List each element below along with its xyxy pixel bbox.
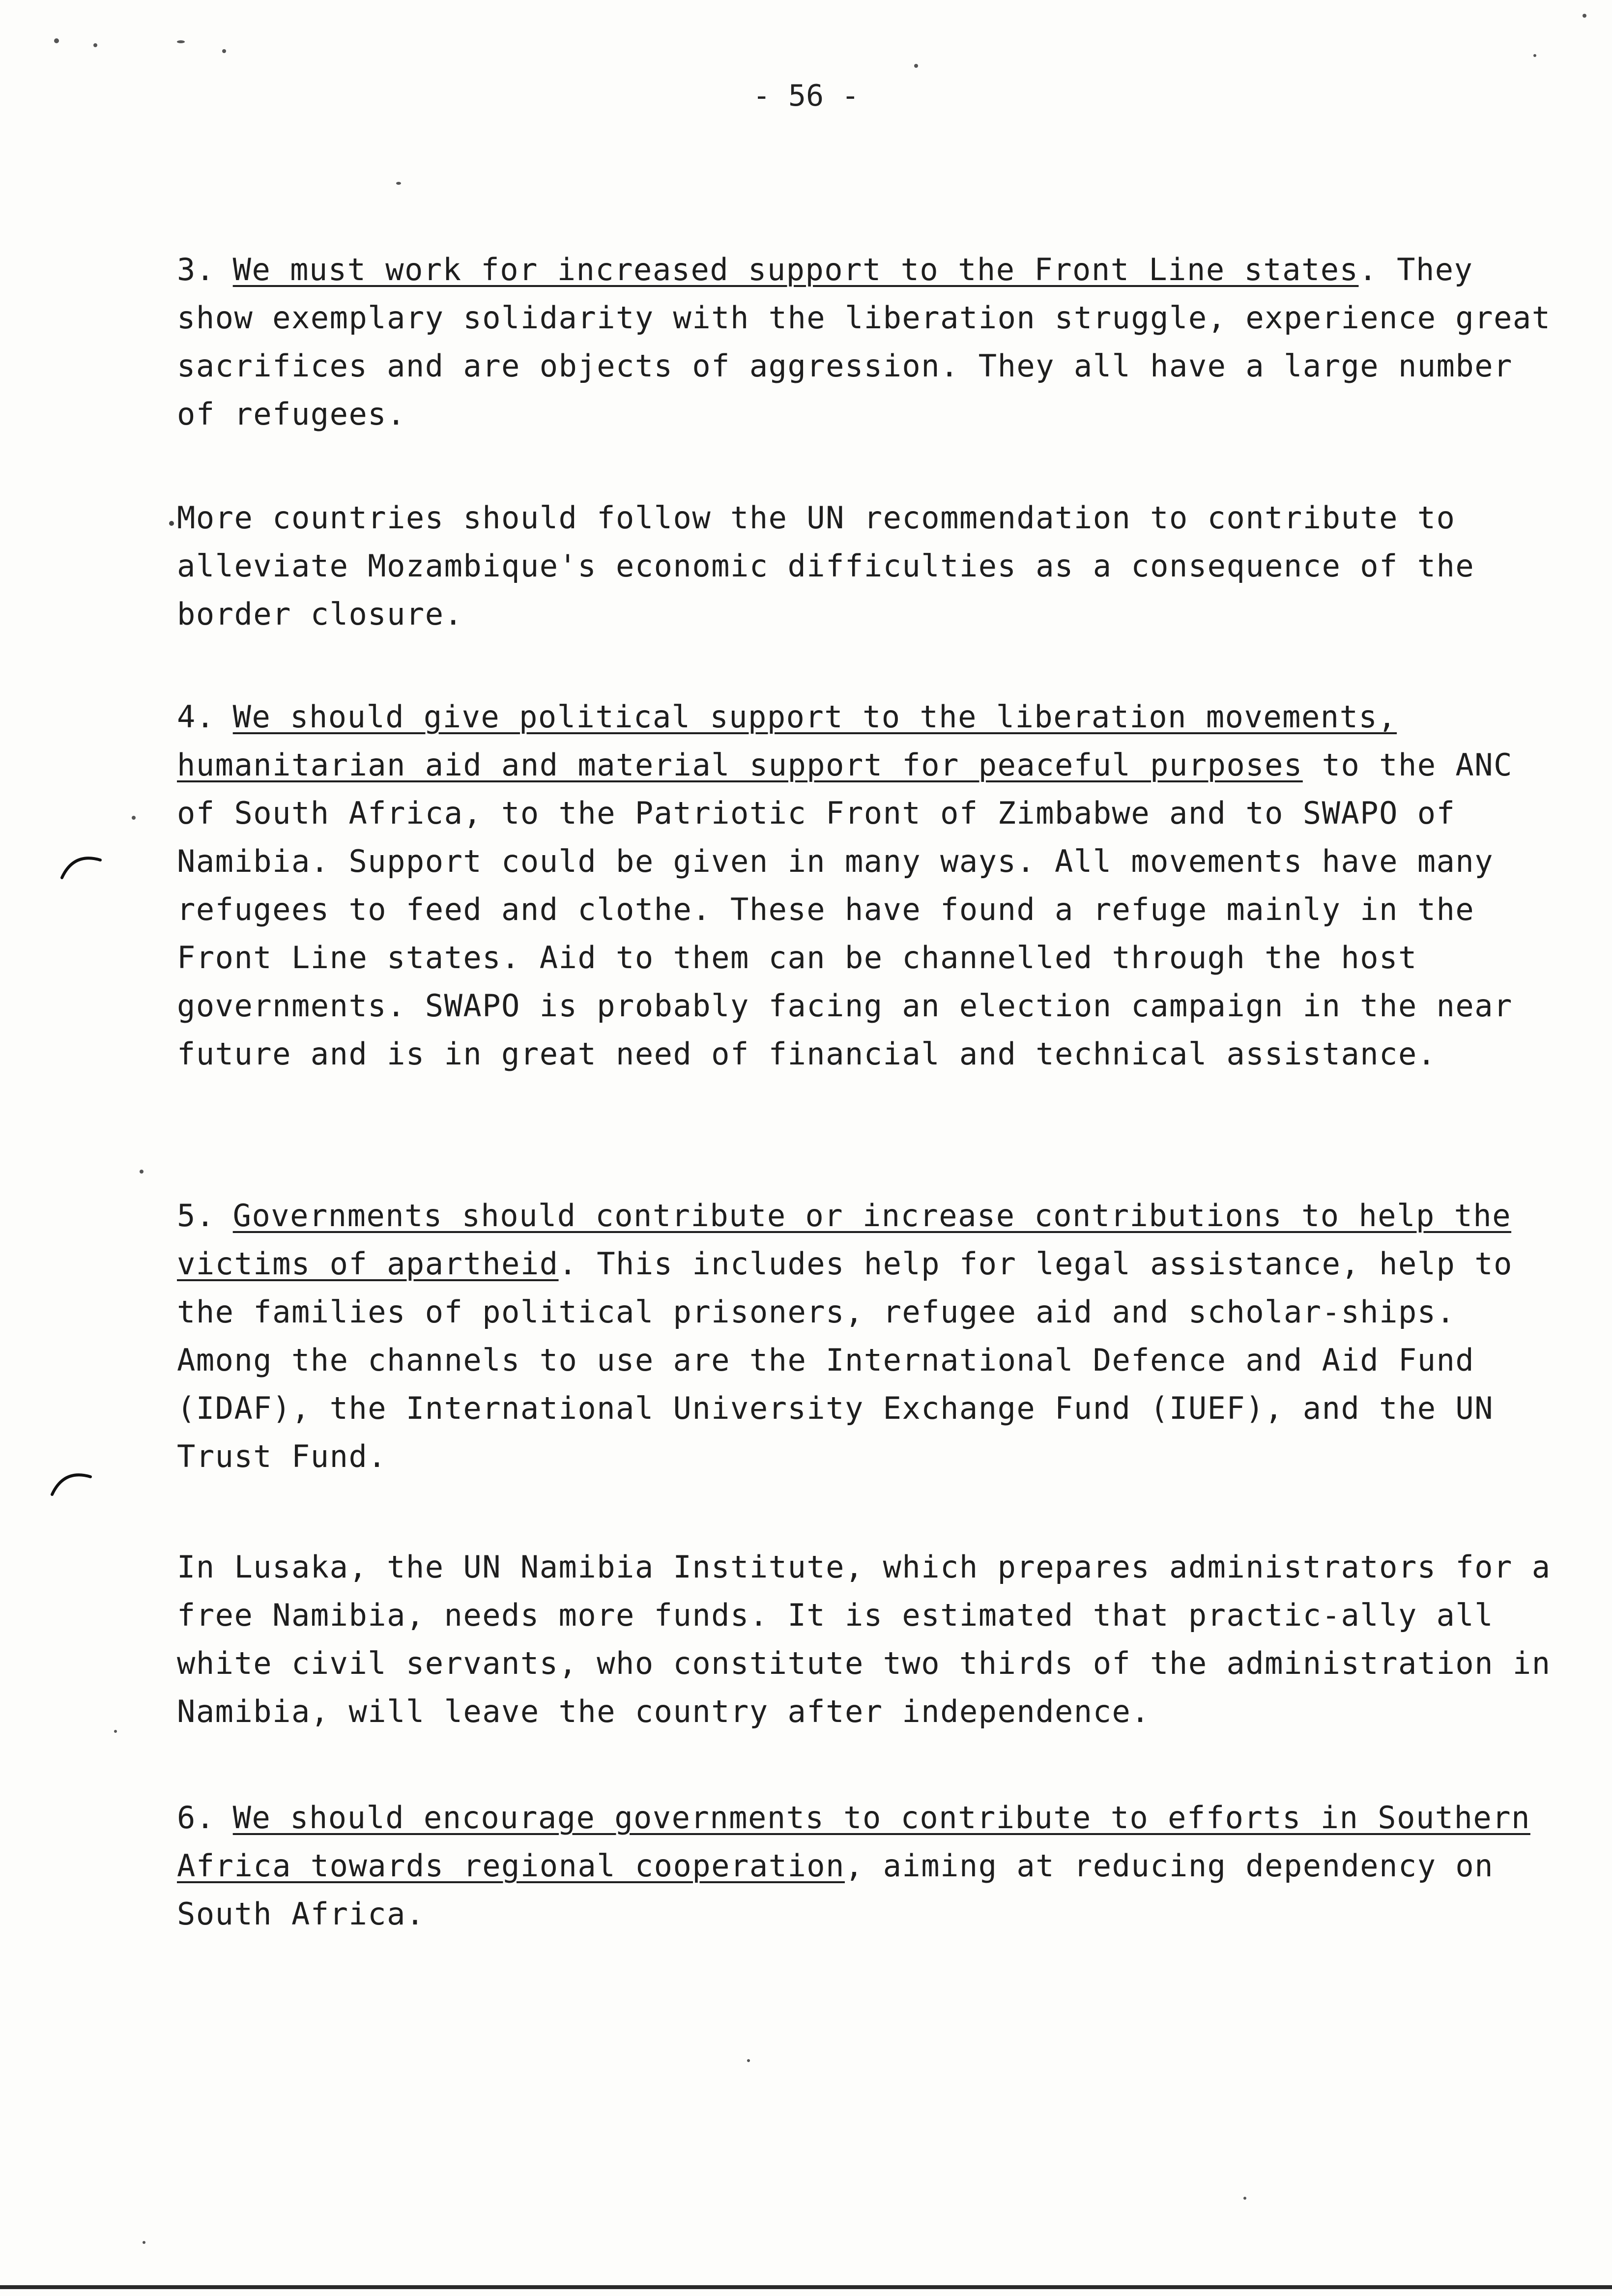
scan-speck [396, 182, 401, 185]
section-4 [177, 693, 1563, 1078]
scan-speck [140, 1170, 144, 1174]
scan-speck [132, 816, 136, 820]
punch-hole-arc-icon [49, 1467, 93, 1496]
page-number: - 56 - [752, 79, 860, 113]
margin-dot [169, 521, 174, 526]
scan-speck [747, 2059, 750, 2062]
scan-speck [1583, 14, 1586, 18]
section-heading-underlined: We must work for increased support to the Front Line states [232, 252, 1359, 287]
scan-speck [143, 2241, 145, 2244]
section-number: 4. [177, 699, 215, 735]
punch-hole-arc-icon [59, 850, 103, 880]
section-heading-underlined: We should encourage governments to contribute to efforts in Southern Africa towards regional cooperation [177, 1800, 1530, 1884]
paragraph-text: More countries should follow the UN recommendation to contribute to alleviate Mozambique's economic difficulties as a consequence of the border closure. [177, 500, 1475, 632]
section-heading-underlined: We should give political support to the liberation movements, humanitarian aid and material support for peaceful purposes [177, 699, 1397, 783]
section-heading-underlined: Governments should contribute or increase contributions to help the victims of apartheid [177, 1198, 1512, 1282]
section-3 [177, 246, 1563, 438]
scan-speck [222, 49, 226, 53]
section-number: 5. [177, 1198, 215, 1234]
section-number: 6. [177, 1800, 215, 1836]
section-body: to the ANC of South Africa, to the Patriotic Front of Zimbabwe and to SWAPO of Namibia. Support could be given in many ways. All movements have many refugees to feed and clothe. These have found a refuge mainly in the Front Line states. Aid to them can be channelled through the host governments. SWAPO is probably facing an election campaign in the near future and is in great need of financial and technical assistance. [177, 747, 1513, 1072]
paragraph-mozambique [177, 494, 1563, 638]
section-body: , aiming at reducing dependency on South Africa. [177, 1848, 1494, 1932]
section-body: . This includes help for legal assistance, help to the families of political prisoners, refugee aid and scholar-ships. Among the channels to use are the International Defence and Aid Fund (IDAF), the International University Exchange Fund (IUEF), and the UN Trust Fund. [177, 1246, 1513, 1474]
scan-speck [114, 1730, 117, 1733]
section-6 [177, 1794, 1563, 1938]
section-number: 3. [177, 252, 215, 287]
paragraph-lusaka [177, 1543, 1563, 1736]
scan-speck [177, 40, 185, 43]
scan-speck [1243, 2197, 1246, 2200]
bottom-scan-edge [0, 2285, 1612, 2289]
section-body: . They show exemplary solidarity with the liberation struggle, experience great sacrifices and are objects of aggression. They all have a large number of refugees. [177, 252, 1551, 432]
scan-speck [1533, 54, 1536, 57]
scan-speck [914, 64, 918, 68]
section-5 [177, 1192, 1563, 1481]
scan-speck [93, 43, 97, 47]
paragraph-text: In Lusaka, the UN Namibia Institute, which prepares administrators for a free Namibia, needs more funds. It is estimated that practic-ally all white civil servants, who constitute two thirds of the administration in Namibia, will leave the country after independence. [177, 1549, 1551, 1729]
scan-speck [54, 38, 59, 43]
